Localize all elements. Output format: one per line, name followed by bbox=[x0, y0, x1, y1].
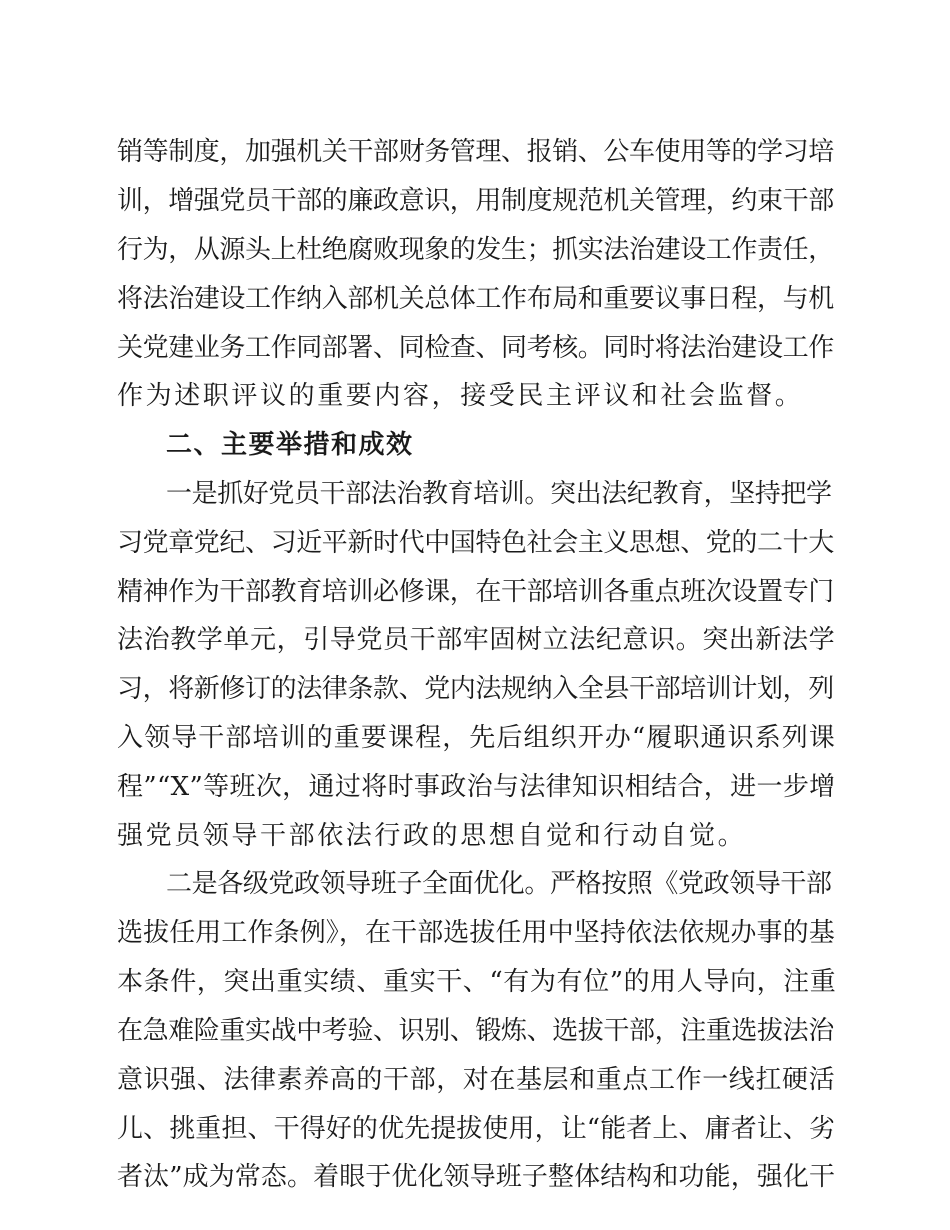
intro-line-1: 销等制度，加强机关干部财务管理、报销、公车使用等的学习培 bbox=[117, 137, 834, 167]
paragraph-2-line-7: 者汰”成为常态。着眼于优化领导班子整体结构和功能，强化干 bbox=[117, 1162, 836, 1192]
paragraph-2-line-4: 在急难险重实战中考验、识别、锻炼、选拔干部，注重选拔法治 bbox=[117, 1016, 834, 1046]
paragraph-1-line-7: 程”“X”等班次，通过将时事政治与法律知识相结合，进一步增 bbox=[117, 772, 836, 802]
paragraph-2-line-5: 意识强、法律素养高的干部，对在基层和重点工作一线扛硬活 bbox=[117, 1065, 836, 1095]
paragraph-1-line-8: 强党员领导干部依法行政的思想自觉和行动自觉。 bbox=[117, 821, 747, 851]
intro-line-5: 关党建业务工作同部署、同检查、同考核。同时将法治建设工作 bbox=[117, 333, 834, 363]
paragraph-2-line-3: 本条件，突出重实绩、重实干、“有为有位”的用人导向，注重 bbox=[117, 967, 837, 997]
paragraph-1-line-1: 一是抓好党员干部法治教育培训。突出法纪教育，坚持把学 bbox=[166, 479, 832, 509]
section-heading: 二、主要举措和成效 bbox=[166, 430, 414, 460]
intro-line-4: 将法治建设工作纳入部机关总体工作布局和重要议事日程，与机 bbox=[117, 284, 834, 314]
intro-line-6: 作为述职评议的重要内容，接受民主评议和社会监督。 bbox=[117, 381, 804, 411]
paragraph-1-line-6: 入领导干部培训的重要课程，先后组织开办“履职通识系列课 bbox=[117, 723, 836, 753]
paragraph-1-line-3: 精神作为干部教育培训必修课，在干部培训各重点班次设置专门 bbox=[117, 577, 834, 607]
intro-line-2: 训，增强党员干部的廉政意识，用制度规范机关管理，约束干部 bbox=[117, 186, 834, 216]
paragraph-2-line-1: 二是各级党政领导班子全面优化。严格按照《党政领导干部 bbox=[166, 869, 832, 899]
paragraph-2-line-2: 选拔任用工作条例》，在干部选拔任用中坚持依法依规办事的基 bbox=[117, 918, 835, 948]
paragraph-2-line-6: 儿、挑重担、干得好的优先提拔使用，让“能者上、庸者让、劣 bbox=[117, 1114, 836, 1144]
paragraph-1-line-2: 习党章党纪、习近平新时代中国特色社会主义思想、党的二十大 bbox=[117, 528, 834, 558]
paragraph-1-line-5: 习，将新修订的法律条款、党内法规纳入全县干部培训计划，列 bbox=[117, 674, 834, 704]
intro-line-3: 行为，从源头上杜绝腐败现象的发生；抓实法治建设工作责任， bbox=[117, 235, 834, 265]
paragraph-1-line-4: 法治教学单元，引导党员干部牢固树立法纪意识。突出新法学 bbox=[117, 625, 836, 655]
